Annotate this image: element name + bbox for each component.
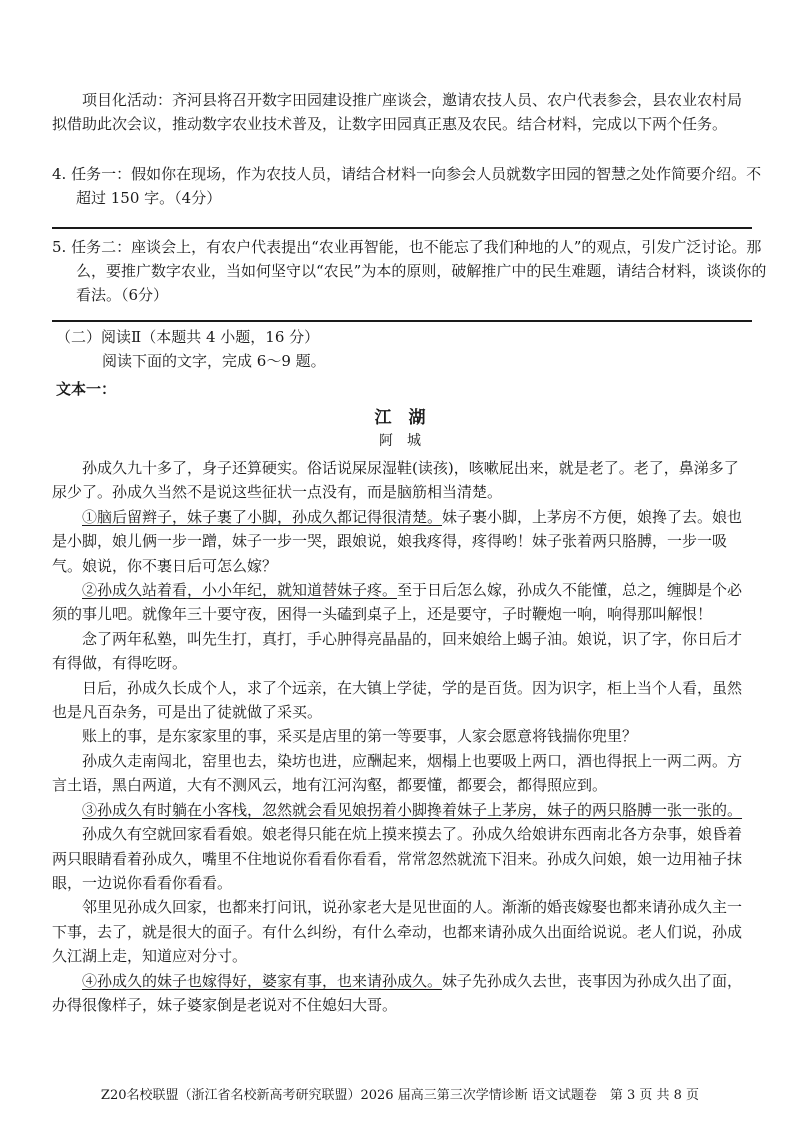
story-paragraph: 日后，孙成久长成个人，求了个远亲，在大镇上学徒，学的是百货。因为识字，柜上当个人看，虽然也是凡百杂务，可是出了徒就做了采买。	[52, 678, 743, 722]
underlined-sentence-1: ①脑后留辫子，妹子裹了小脚，孙成久都记得很清楚。	[82, 507, 443, 526]
page-footer: Z20名校联盟（浙江省名校新高考研究联盟）2026 届高三第三次学情诊断 语文试题卷 第 3 页 共 8 页	[100, 1088, 700, 1103]
question-5-number: 5.	[52, 238, 67, 256]
story-paragraph: 孙成久有空就回家看看娘。娘老得只能在炕上摸来摸去了。孙成久给娘讲东西南北各方杂事，娘昏着两只眼睛看着孙成久，嘴里不住地说你看看你看看，常常忽然就流下泪来。孙成久问娘，娘一边用袖子抹眼，一边说你看看你看看。	[52, 825, 743, 892]
underlined-sentence-3: ③孙成久有时躺在小客栈，忽然就会看见娘拐着小脚搀着妹子上茅房，妹子的两只胳膊一张一张的。	[82, 800, 743, 819]
question-4-text: 任务一：假如你在现场，作为农技人员，请结合材料一向参会人员就数字田园的智慧之处作简要介绍。不超过 150 字。（4分）	[71, 165, 762, 207]
story-paragraph: 账上的事，是东家家里的事，采买是店里的第一等要事，人家会愿意将钱揣你兜里？	[82, 727, 638, 746]
underlined-sentence-2: ②孙成久站着看，小小年纪，就知道替妹子疼。	[82, 581, 398, 600]
story-paragraph	[52, 578, 752, 627]
story-title: 江 湖	[374, 408, 426, 428]
story-paragraph	[52, 969, 752, 1018]
underlined-sentence-4: ④孙成久的妹子也嫁得好，婆家有事，也来请孙成久。	[82, 971, 443, 990]
story-paragraph: 念了两年私塾，叫先生打，真打，手心肿得亮晶晶的，回来娘给上蝎子油。娘说，识了字，你日后才有得做，有得吃呀。	[52, 629, 743, 673]
story-paragraph: 邻里见孙成久回家，也都来打问讯，说孙家老大是见世面的人。渐渐的婚丧嫁娶也都来请孙成久主一下事，去了，就是很大的面子。有什么纠纷，有什么牵动，也都来请孙成久出面给说说。老人们说，孙成久江湖上走，知道应对分寸。	[52, 898, 743, 966]
story-paragraph	[52, 505, 752, 578]
text-1-label: 文本一：	[56, 380, 117, 398]
answer-line-4	[52, 227, 752, 229]
question-4	[52, 162, 776, 210]
story-paragraph: 孙成久走南闯北，窑里也去，染坊也进，应酬起来，烟榻上也要吸上两口，酒也得抿上一两二两。方言土语，黑白两道，大有不测风云，地有江河沟壑，都要懂，都要会，都得照应到。	[52, 751, 743, 795]
question-4-number: 4.	[52, 165, 67, 183]
question-5	[52, 235, 776, 307]
question-5-text: 任务二：座谈会上，有农户代表提出“农业再智能，也不能忘了我们种地的人”的观点，引发广泛讨论。那么，要推广数字农业，当如何坚守以“农民”为本的原则，破解推广中的民生难题，请结合材料，谈谈你的看法。（6分）	[71, 238, 767, 304]
story-text: 至于日后怎么嫁，孙成久不能懂，总之，缠脚是个必须的事儿吧。就像年三十要守夜，困得一头磕到桌子上，还是要守，子时鞭炮一响，响得那叫解恨！	[52, 581, 743, 624]
story-paragraph: 孙成久九十多了，身子还算硬实。俗话说屎尿湿鞋(读孩)，咳嗽屁出来，就是老了。老了，鼻涕多了尿少了。孙成久当然不是说这些征状一点没有，而是脑筋相当清楚。	[52, 459, 739, 502]
story-author: 阿 城	[379, 433, 421, 449]
story-text: 妹子先孙成久去世，丧事因为孙成久出了面，办得很像样子，妹子婆家倒是老说对不住媳妇大哥。	[52, 971, 743, 1014]
story-paragraph	[52, 798, 752, 822]
answer-line-5	[52, 320, 752, 322]
story-text: 妹子裹小脚，上茅房不方便，娘搀了去。娘也是小脚，娘儿俩一步一蹭，妹子一步一哭，跟娘说，娘我疼得，疼得哟！妹子张着两只胳膊，一步一吸气。娘说，你不裹日后可怎么嫁？	[52, 507, 743, 575]
section-2-title: （二）阅读Ⅱ（本题共 4 小题，16 分）	[56, 328, 320, 346]
section-2-instruction: 阅读下面的文字，完成 6～9 题。	[102, 352, 326, 370]
project-intro: 项目化活动：齐河县将召开数字田园建设推广座谈会，邀请农技人员、农户代表参会，县农业农村局拟借助此次会议，推动数字农业技术普及，让数字田园真正惠及农民。结合材料，完成以下两个任务。	[52, 91, 743, 133]
story-body	[52, 456, 752, 1017]
